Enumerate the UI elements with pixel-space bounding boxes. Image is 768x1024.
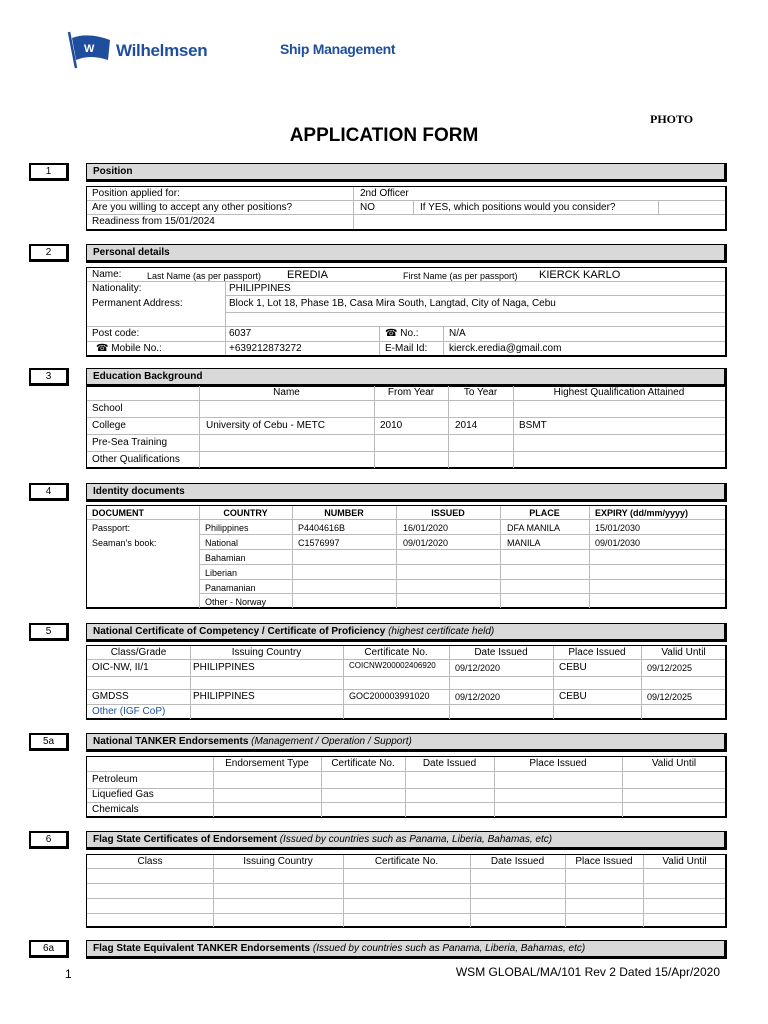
nationality-value[interactable]: PHILIPPINES — [229, 283, 291, 294]
coc-valid[interactable]: 09/12/2025 — [647, 692, 693, 702]
edu-row-label: Pre-Sea Training — [92, 437, 168, 448]
coc-cert-no[interactable]: COICNW200002406920 — [349, 661, 436, 670]
position-applied-value[interactable]: 2nd Officer — [360, 188, 409, 199]
id-header-document: DOCUMENT — [92, 508, 144, 518]
edu-row-label: School — [92, 403, 123, 414]
edu-college-qual[interactable]: BSMT — [519, 420, 547, 431]
which-positions-label: If YES, which positions would you consider? — [420, 202, 616, 213]
section-number: 1 — [29, 163, 69, 181]
id-place[interactable]: DFA MANILA — [507, 523, 561, 533]
tanker-row-label: Chemicals — [92, 804, 139, 815]
coc-date[interactable]: 09/12/2020 — [455, 692, 501, 702]
section-note: (highest certificate held) — [388, 626, 495, 637]
edu-header-from: From Year — [387, 387, 435, 398]
coc-place[interactable]: CEBU — [559, 691, 587, 702]
coc-cert-no[interactable]: GOC200003991020 — [349, 691, 430, 701]
id-place[interactable]: MANILA — [507, 538, 541, 548]
flag-state-table — [86, 854, 727, 928]
personal-details-table — [86, 267, 727, 357]
tanker-header-date: Date Issued — [422, 758, 477, 769]
coc-header-class: Class/Grade — [110, 647, 167, 658]
id-country: Bahamian — [205, 553, 246, 563]
mobile-label: ☎ Mobile No.: — [96, 343, 162, 354]
position-applied-label: Position applied for: — [92, 188, 180, 199]
section-note: (Management / Operation / Support) — [251, 736, 412, 747]
company-name: Wilhelmsen — [116, 41, 208, 60]
edu-college-from[interactable]: 2010 — [380, 420, 403, 431]
tanker-row-label: Petroleum — [92, 774, 138, 785]
address-value[interactable]: Block 1, Lot 18, Phase 1B, Casa Mira South, Langtad, City of Naga, Cebu — [229, 298, 556, 309]
section-number: 3 — [29, 368, 69, 386]
section-number: 4 — [29, 483, 69, 501]
phone-value[interactable]: N/A — [449, 328, 466, 339]
other-positions-question: Are you willing to accept any other positions? — [92, 202, 293, 213]
id-issued[interactable]: 16/01/2020 — [403, 523, 449, 533]
id-expiry[interactable]: 09/01/2030 — [595, 538, 641, 548]
id-expiry[interactable]: 15/01/2030 — [595, 523, 641, 533]
flag-header-cert: Certificate No. — [374, 856, 439, 867]
id-header-issued: ISSUED — [431, 508, 465, 518]
document-reference: WSM GLOBAL/MA/101 Rev 2 Dated 15/Apr/2020 — [455, 965, 720, 979]
id-header-expiry: EXPIRY (dd/mm/yyyy) — [595, 508, 689, 518]
phone-label: ☎ No.: — [385, 328, 419, 339]
tanker-table — [86, 756, 727, 818]
section-header-flag-state — [86, 831, 727, 850]
coc-date[interactable]: 09/12/2020 — [455, 663, 501, 673]
id-doc-label: Passport: — [92, 523, 131, 533]
coc-header-cert: Certificate No. — [364, 647, 428, 658]
edu-row-label: College — [92, 420, 126, 431]
id-number[interactable]: C1576997 — [298, 538, 340, 548]
first-name-label: First Name (as per passport) — [403, 271, 518, 281]
section-number: 6a — [29, 940, 69, 958]
section-note: (Issued by countries such as Panama, Liberia, Bahamas, etc) — [279, 834, 553, 845]
post-code-value[interactable]: 6037 — [229, 328, 252, 339]
first-name-value[interactable]: KIERCK KARLO — [539, 269, 621, 281]
flag-header-country: Issuing Country — [243, 856, 313, 867]
edu-header-name: Name — [273, 387, 300, 398]
identity-table — [86, 505, 727, 609]
section-title: Personal details — [93, 247, 170, 258]
edu-college-to[interactable]: 2014 — [455, 420, 478, 431]
flag-logo-icon — [66, 30, 114, 70]
edu-header-qual: Highest Qualification Attained — [553, 387, 685, 398]
tanker-header-valid: Valid Until — [651, 758, 697, 769]
section-title: Position — [93, 166, 133, 177]
id-issued[interactable]: 09/01/2020 — [403, 538, 449, 548]
email-label: E-Mail Id: — [385, 343, 428, 354]
coc-header-place: Place Issued — [568, 647, 626, 658]
id-country: Other - Norway — [205, 597, 267, 607]
photo-label: PHOTO — [650, 112, 694, 126]
flag-header-date: Date Issued — [490, 856, 545, 867]
readiness-text[interactable]: Readiness from 15/01/2024 — [92, 216, 215, 227]
section-header-coc — [86, 623, 727, 642]
nationality-label: Nationality: — [92, 283, 142, 294]
id-number[interactable]: P4404616B — [298, 523, 346, 533]
section-note: (Issued by countries such as Panama, Liberia, Bahamas, etc) — [312, 943, 586, 954]
coc-country[interactable]: PHILIPPINES — [193, 662, 255, 673]
id-header-number: NUMBER — [324, 508, 364, 518]
flag-header-class: Class — [137, 856, 163, 867]
id-header-place: PLACE — [529, 508, 560, 518]
flag-header-place: Place Issued — [575, 856, 633, 867]
name-label: Name: — [92, 269, 122, 280]
section-title: National TANKER Endorsements — [93, 736, 249, 747]
section-number: 5a — [29, 733, 69, 751]
position-table — [86, 186, 727, 231]
edu-college-name[interactable]: University of Cebu - METC — [206, 420, 325, 431]
section-number: 5 — [29, 623, 69, 641]
id-country: National — [205, 538, 239, 548]
other-positions-answer[interactable]: NO — [360, 202, 375, 213]
section-number: 6 — [29, 831, 69, 849]
tanker-header-place: Place Issued — [529, 758, 587, 769]
id-header-country: COUNTRY — [223, 508, 268, 518]
coc-place[interactable]: CEBU — [559, 662, 587, 673]
section-title: Flag State Certificates of Endorsement — [93, 834, 277, 845]
post-code-label: Post code: — [92, 328, 140, 339]
edu-row-label: Other Qualifications — [92, 454, 180, 465]
page-title: APPLICATION FORM — [289, 125, 479, 146]
coc-header-valid: Valid Until — [661, 647, 706, 658]
division-name: Ship Management — [280, 41, 396, 57]
section-header-tanker — [86, 733, 727, 752]
section-header-position — [86, 163, 727, 182]
mobile-value[interactable]: +639212873272 — [229, 343, 302, 354]
section-number: 2 — [29, 244, 69, 262]
coc-other-label: Other (IGF CoP) — [92, 706, 166, 717]
section-header-flag-tanker — [86, 940, 727, 959]
address-label: Permanent Address: — [92, 298, 183, 309]
flag-header-valid: Valid Until — [662, 856, 707, 867]
last-name-label: Last Name (as per passport) — [147, 271, 262, 281]
coc-valid[interactable]: 09/12/2025 — [647, 663, 693, 673]
page-number: 1 — [65, 967, 72, 981]
svg-text:W: W — [84, 43, 95, 55]
coc-country[interactable]: PHILIPPINES — [193, 691, 255, 702]
coc-table — [86, 645, 727, 720]
coc-class[interactable]: GMDSS — [92, 691, 129, 702]
section-header-identity — [86, 483, 727, 502]
id-country: Liberian — [205, 568, 238, 578]
tanker-row-label: Liquefied Gas — [92, 789, 154, 800]
company-logo — [66, 30, 216, 70]
section-title: Flag State Equivalent TANKER Endorsements — [93, 943, 311, 954]
section-title: National Certificate of Competency / Certificate of Proficiency — [93, 626, 386, 637]
section-header-personal — [86, 244, 727, 263]
education-table — [86, 385, 727, 469]
email-value[interactable]: kierck.eredia@gmail.com — [449, 343, 562, 354]
tanker-header-type: Endorsement Type — [225, 758, 309, 769]
id-country: Philippines — [205, 523, 249, 533]
section-title: Education Background — [93, 371, 203, 382]
tanker-header-cert: Certificate No. — [331, 758, 395, 769]
coc-header-date: Date Issued — [474, 647, 528, 658]
id-country: Panamanian — [205, 583, 256, 593]
coc-class[interactable]: OIC-NW, II/1 — [92, 662, 149, 673]
section-title: Identity documents — [93, 486, 185, 497]
id-doc-label: Seaman’s book: — [92, 538, 157, 548]
coc-header-country: Issuing Country — [231, 647, 302, 658]
edu-header-to: To Year — [463, 387, 498, 398]
last-name-value[interactable]: EREDIA — [287, 269, 328, 281]
